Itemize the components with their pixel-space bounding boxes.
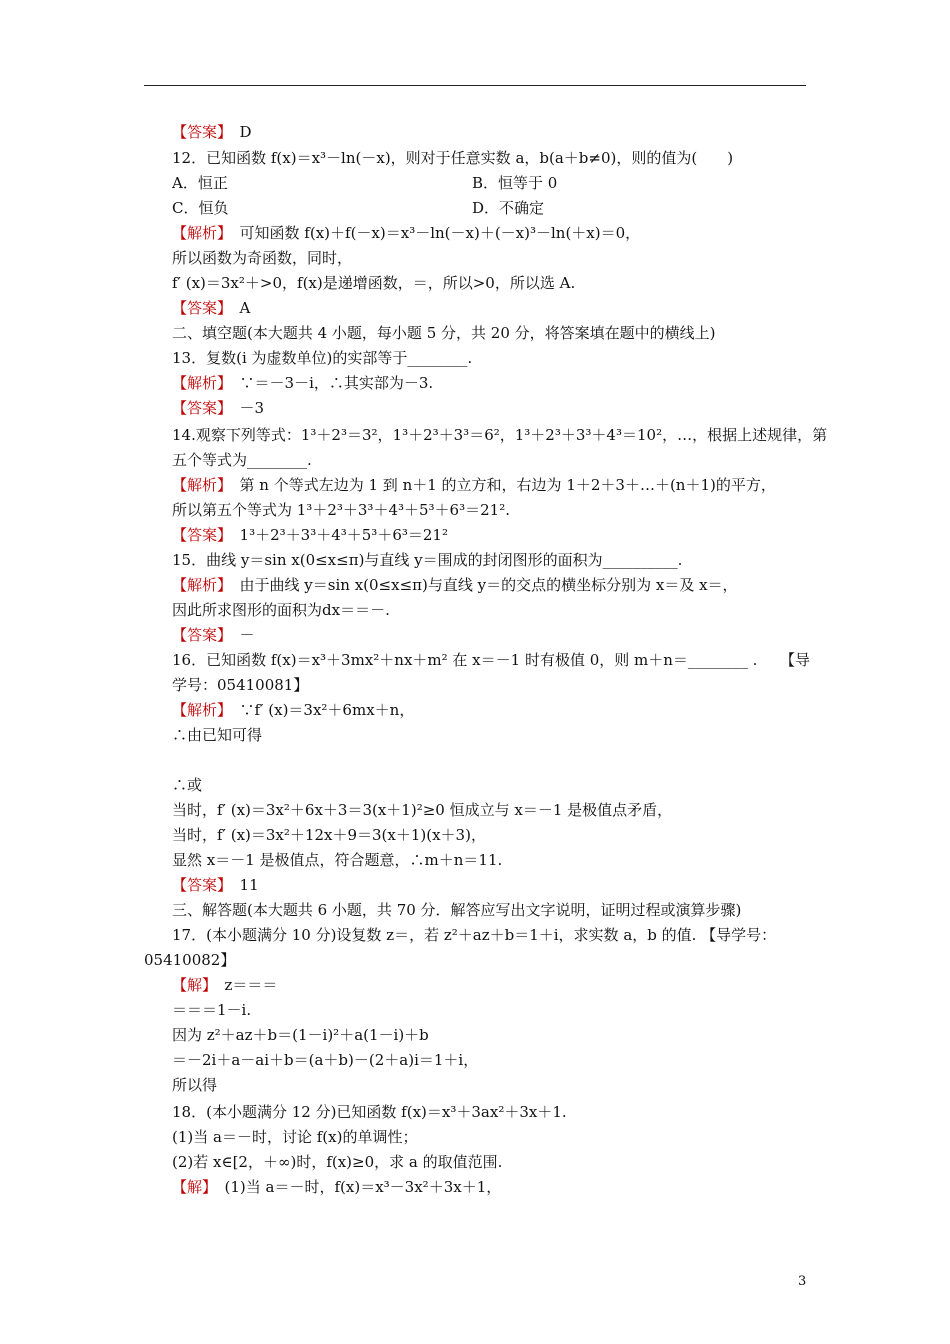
answer-tag: 【答案】: [172, 299, 225, 317]
answer-tag: 【答案】: [172, 526, 225, 544]
q12-analysis-line1: [172, 223, 640, 243]
q14-stem-line1: 14.观察下列等式：1³＋2³＝3²，1³＋2³＋3³＝6²，1³＋2³＋3³＋4³＝10²，…，根据上述规律，第: [172, 426, 828, 444]
q13-answer: －3: [239, 399, 265, 417]
q12-option-a: A．恒正: [172, 174, 228, 192]
q15-answer: －: [239, 626, 255, 644]
q11-answer: D: [239, 123, 252, 141]
q12-analysis-text1: 可知函数 f(x)＋f(－x)＝x³－ln(－x)＋(－x)³－ln(＋x)＝0，: [239, 224, 641, 242]
q14-stem-line2: 五个等式为________.: [172, 451, 312, 469]
section-2-heading: 二、填空题(本大题共 4 小题，每小题 5 分，共 20 分，将答案填在题中的横线上): [172, 324, 716, 342]
q13-answer-line: [172, 398, 264, 418]
answer-tag: 【答案】: [172, 876, 225, 894]
q17-solution-line5: 所以得: [172, 1076, 218, 1094]
q15-analysis-text1: 由于曲线 y＝sin x(0≤x≤π)与直线 y＝的交点的横坐标分别为 x＝及 x＝，: [239, 576, 738, 594]
q16-analysis-text1: ∵f′ (x)＝3x²＋6mx＋n，: [239, 701, 415, 719]
q12-stem-prefix: 12．已知函数: [172, 149, 271, 167]
q16-analysis-line5: 当时，f′ (x)＝3x²＋12x＋9＝3(x＋1)(x＋3)，: [172, 826, 486, 844]
answer-tag: 【答案】: [172, 123, 225, 141]
q12-option-b: B．恒等于 0: [472, 174, 558, 192]
q17-solution-line2: ＝＝＝1－i.: [172, 1001, 252, 1019]
q16-stem-line1: 16．已知函数 f(x)＝x³＋3mx²＋nx＋m² 在 x＝－1 时有极值 0，则 m＋n＝________ . 【导: [172, 651, 810, 669]
q12-option-d: D．不确定: [472, 199, 545, 217]
q16-answer: 11: [239, 876, 259, 894]
q12-stem-body: f(x)＝x³－ln(－x)，则对于任意实数 a，b(a＋b≠0)，则的值为( ): [270, 149, 734, 167]
section-3-heading: 三、解答题(本大题共 6 小题，共 70 分．解答应写出文字说明，证明过程或演算步骤): [172, 901, 742, 919]
answer-tag: 【答案】: [172, 399, 225, 417]
q17-solution-text1: z＝＝＝: [224, 976, 278, 994]
q17-solution-line3: 因为 z²＋az＋b＝(1－i)²＋a(1－i)＋b: [172, 1026, 429, 1044]
analysis-tag: 【解析】: [172, 576, 225, 594]
q11-answer-line: [172, 122, 252, 142]
q13-analysis-text: ∵＝－3－i，∴其实部为－3.: [239, 374, 434, 392]
solution-tag: 【解】: [172, 976, 210, 994]
page-number: 3: [798, 1274, 807, 1289]
q14-answer: 1³＋2³＋3³＋4³＋5³＋6³＝21²: [239, 526, 448, 544]
q18-stem: 18．(本小题满分 12 分)已知函数 f(x)＝x³＋3ax²＋3x＋1.: [172, 1103, 567, 1121]
q15-analysis-line1: [172, 575, 738, 595]
q18-part2: (2)若 x∈[2，＋∞)时，f(x)≥0，求 a 的取值范围.: [172, 1153, 503, 1171]
q12-answer-line: [172, 298, 250, 318]
q14-analysis-line2: 所以第五个等式为 1³＋2³＋3³＋4³＋5³＋6³＝21².: [172, 501, 510, 519]
q14-analysis-text1: 第 n 个等式左边为 1 到 n＋1 的立方和，右边为 1＋2＋3＋…＋(n＋1)的平方，: [239, 476, 776, 494]
q17-solution-line1: [172, 975, 277, 995]
q18-solution-line1: [172, 1177, 501, 1197]
q15-analysis-line2: 因此所求图形的面积为dx＝＝－.: [172, 601, 390, 619]
q16-stem-line2: 学号：05410081】: [172, 676, 309, 694]
q18-part1: (1)当 a＝－时，讨论 f(x)的单调性；: [172, 1128, 418, 1146]
q12-answer: A: [239, 299, 251, 317]
q16-analysis-line6: 显然 x＝－1 是极值点，符合题意，∴m＋n＝11.: [172, 851, 503, 869]
analysis-tag: 【解析】: [172, 701, 225, 719]
q14-analysis-line1: [172, 475, 776, 495]
q13-stem: 13．复数(i 为虚数单位)的实部等于________.: [172, 349, 473, 367]
q18-solution-text1: (1)当 a＝－时，f(x)＝x³－3x²＋3x＋1，: [224, 1178, 502, 1196]
q16-answer-line: [172, 875, 259, 895]
q17-stem-line1: 17．(本小题满分 10 分)设复数 z＝，若 z²＋az＋b＝1＋i，求实数 a，b 的值. 【导学号：: [172, 926, 777, 944]
q16-analysis-line2: ∴由已知可得: [172, 726, 263, 744]
answer-tag: 【答案】: [172, 626, 225, 644]
header-rule: [144, 85, 806, 86]
q15-answer-line: [172, 625, 255, 645]
analysis-tag: 【解析】: [172, 476, 225, 494]
analysis-tag: 【解析】: [172, 224, 225, 242]
q12-option-c: C．恒负: [172, 199, 229, 217]
q16-analysis-line4: 当时，f′ (x)＝3x²＋6x＋3＝3(x＋1)²≥0 恒成立与 x＝－1 是极值点矛盾，: [172, 801, 673, 819]
q12-stem: [172, 148, 733, 168]
q17-solution-line4: ＝－2i＋a－ai＋b＝(a＋b)－(2＋a)i＝1＋i，: [172, 1051, 479, 1069]
q16-analysis-line1: [172, 700, 414, 720]
q13-analysis-line: [172, 373, 433, 393]
solution-tag: 【解】: [172, 1178, 210, 1196]
q15-stem: 15．曲线 y＝sin x(0≤x≤π)与直线 y＝围成的封闭图形的面积为__________.: [172, 551, 683, 569]
q14-answer-line: [172, 525, 448, 545]
q16-analysis-line3: ∴或: [172, 776, 203, 794]
q12-analysis-line2: 所以函数为奇函数，同时，: [172, 249, 353, 267]
q12-analysis-line3: f′ (x)＝3x²＋>0，f(x)是递增函数，＝，所以>0，所以选 A.: [172, 274, 576, 292]
q17-stem-line2: 05410082】: [144, 951, 236, 969]
analysis-tag: 【解析】: [172, 374, 225, 392]
